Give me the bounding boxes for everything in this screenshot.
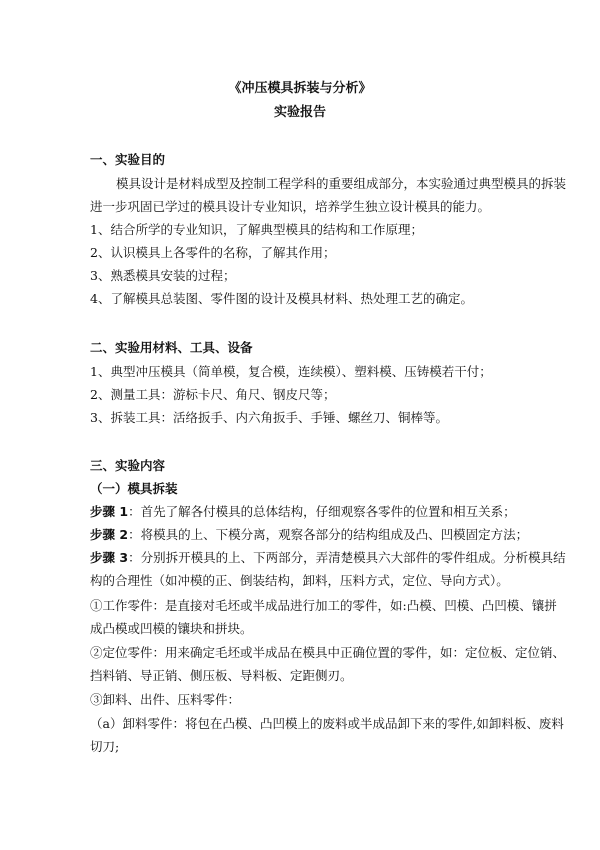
step1-line — [90, 506, 516, 519]
section2-list-item: 3、拆装工具：活络扳手、内六角扳手、手锤、螺丝刀、铜棒等。 — [90, 410, 448, 425]
step3-text: ：分别拆开模具的上、下两部分，弄清楚模具六大部件的零件组成。分析模具结 — [128, 550, 566, 565]
section1-list-item: 1、结合所学的专业知识，了解典型模具的结构和工作原理； — [90, 222, 423, 237]
part3a-line2: 切刀; — [90, 739, 120, 754]
part2-line2: 挡料销、导正销、侧压板、导料板、定距侧刃。 — [90, 668, 353, 683]
step1-label: 步骤 1 — [90, 504, 129, 519]
step1-text: ：首先了解各付模具的总体结构，仔细观察各零件的位置和相互关系； — [128, 504, 516, 519]
section1-list-item: 2、认识模具上各零件的名称，了解其作用； — [90, 245, 336, 260]
part2-line1: ②定位零件：用来确定毛坯或半成品在模具中正确位置的零件，如：定位板、定位销、 — [90, 645, 566, 660]
step3-label: 步骤 3 — [90, 550, 129, 565]
section1-heading: 一、实验目的 — [90, 152, 166, 167]
step3-line2: 构的合理性（如冲模的正、倒装结构，卸料，压料方式，定位、导向方式）。 — [90, 573, 509, 588]
section2-list-item: 2、测量工具：游标卡尺、角尺、钢皮尺等； — [90, 387, 336, 402]
document-subtitle: 实验报告 — [273, 105, 326, 120]
section3-heading: 三、实验内容 — [90, 458, 166, 473]
part3a-line1: （a）卸料零件：将包在凸模、凸凹模上的废料或半成品卸下来的零件,如卸料板、废料 — [90, 716, 564, 731]
section2-list-item: 1、典型冲压模具（简单模，复合模，连续模）、塑料模、压铸模若干付； — [90, 364, 492, 379]
part1-line2: 成凸模或凹模的镶块和拼块。 — [90, 621, 253, 636]
document-title: 《冲压模具拆装与分析》 — [228, 81, 372, 96]
section1-list-item: 4、了解模具总装图、零件图的设计及模具材料、热处理工艺的确定。 — [90, 291, 473, 306]
part3-line: ③卸料、出件、压料零件： — [90, 692, 241, 707]
step2-text: ：将模具的上、下模分离，观察各部分的结构组成及凸、凹模固定方法； — [128, 527, 529, 542]
section1-paragraph-line2: 进一步巩固已学过的模具设计专业知识，培养学生独立设计模具的能力。 — [90, 199, 491, 214]
step3-line — [90, 552, 566, 565]
step2-line — [90, 529, 528, 542]
section1-list-item: 3、熟悉模具安装的过程； — [90, 268, 236, 283]
section1-paragraph-line1: 模具设计是材料成型及控制工程学科的重要组成部分，本实验通过典型模具的拆装 — [116, 176, 567, 191]
section2-heading: 二、实验用材料、工具、设备 — [90, 340, 253, 355]
step2-label: 步骤 2 — [90, 527, 129, 542]
section3-subheading: （一）模具拆装 — [90, 481, 178, 496]
part1-line1: ①工作零件：是直接对毛坯或半成品进行加工的零件，如:凸模、凹模、凸凹模、镶拼 — [90, 598, 557, 613]
